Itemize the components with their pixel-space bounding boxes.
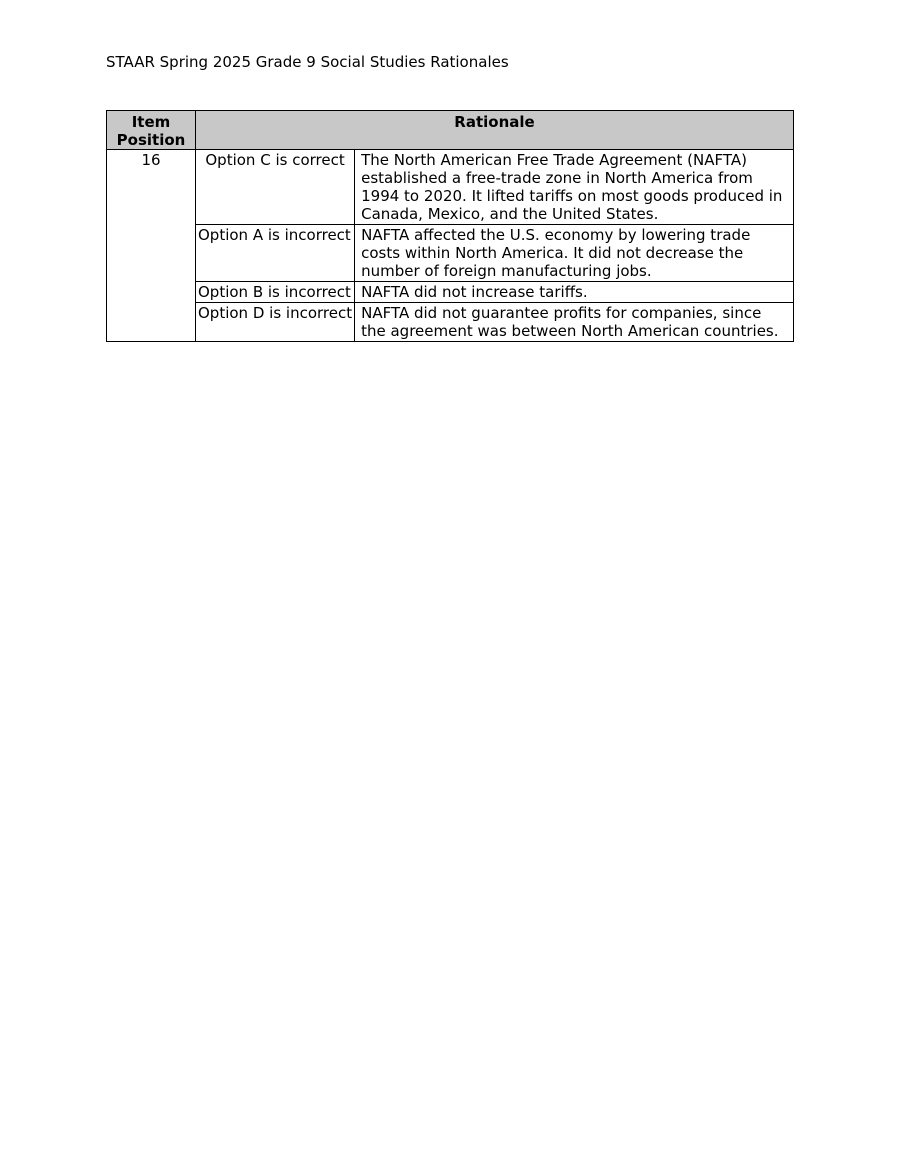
option-label-cell: Option A is incorrect xyxy=(196,225,355,282)
option-label-cell: Option B is incorrect xyxy=(196,282,355,303)
option-label-cell: Option D is incorrect xyxy=(196,303,355,342)
rationale-text-cell: The North American Free Trade Agreement (NAFTA) established a free-trade zone in North America from 1994 to 2020. It lifted tariffs on most goods produced in Canada, Mexico, and the United States. xyxy=(355,150,794,225)
option-label-cell: Option C is correct xyxy=(196,150,355,225)
document-header: STAAR Spring 2025 Grade 9 Social Studies Rationales xyxy=(106,53,509,71)
table-header-row xyxy=(107,111,794,150)
rationale-text-cell: NAFTA affected the U.S. economy by lowering trade costs within North America. It did not decrease the number of foreign manufacturing jobs. xyxy=(355,225,794,282)
table-row xyxy=(107,150,794,225)
rationale-table xyxy=(106,110,794,342)
item-position-cell: 16 xyxy=(107,150,196,342)
item-position-header: Item Position xyxy=(107,111,196,150)
table-row xyxy=(107,225,794,282)
rationale-text-cell: NAFTA did not increase tariffs. xyxy=(355,282,794,303)
rationale-header: Rationale xyxy=(196,111,794,150)
rationale-text-cell: NAFTA did not guarantee profits for companies, since the agreement was between North American countries. xyxy=(355,303,794,342)
table-row xyxy=(107,303,794,342)
table-row xyxy=(107,282,794,303)
